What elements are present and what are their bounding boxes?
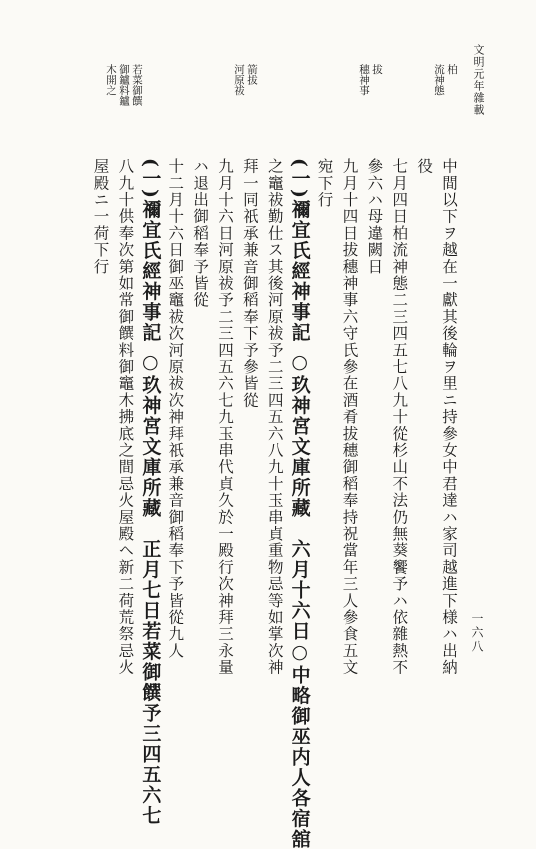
marginal-note-text: 柏 <box>446 64 458 75</box>
text-column: 役 <box>415 158 434 175</box>
marginal-note-2 <box>358 64 383 134</box>
text-column: ハ退出御稻奉予皆從 <box>191 158 210 309</box>
section-heading-column: (一)禰宜氏經神事記 ○玖神宮文庫所藏 六月十六日○中略御巫内人各宿舘 <box>288 158 311 849</box>
section-heading-column: (一)禰宜氏經神事記 ○玖神宮文庫所藏 正月七日若菜御饌予三四五六七 <box>139 158 162 826</box>
text-column: 九月十六日河原祓予二三四五六七九玉串代貞久於一殿行次神拜三永量 <box>215 158 234 676</box>
text-column: 九月十四日拔穗神事六守氏參在酒肴拔穗御稻奉持祝當年三人參食五文 <box>340 158 359 676</box>
running-head: 文明元年雜載 <box>472 44 485 116</box>
marginal-note-text: 河原祓 <box>233 64 245 96</box>
text-column: 中間以下ヲ越在一獻其後輪ヲ里ニ持參女中君達ハ家司越進下様ハ出納 <box>440 158 458 676</box>
text-column: 參六ハ母違闕日 <box>365 158 384 275</box>
marginal-note-text: 穗神事 <box>358 64 370 96</box>
marginal-note-4 <box>105 64 143 134</box>
text-column: 十二月十六日御巫竈祓次河原祓次神拜祇承兼音御稻奉下予皆從九人 <box>166 158 185 659</box>
text-column: 八九十供奉次第如常御饌料御竈木拂底之間忌火屋殿ヘ新二荷荒祭忌火 <box>116 158 135 676</box>
marginal-note-text: 御鑪料鑪 <box>118 64 130 106</box>
text-column: 宛下行 <box>315 158 334 209</box>
marginal-note-3 <box>233 64 258 134</box>
marginal-notes <box>88 64 458 134</box>
marginal-note-1 <box>433 64 458 134</box>
vertical-text-body <box>91 158 458 849</box>
text-column: 七月四日柏流神態二三四五七八九十從杉山不法仍無葵饗予ハ依雜熱不 <box>390 158 409 676</box>
page-number: 一六八 <box>470 612 484 654</box>
marginal-note-text: 若菜御饌 <box>131 64 143 106</box>
text-column: 之竈祓勤仕ス其後河原祓予二三四五六八九十玉串貞重物忌等如掌次神 <box>265 158 284 676</box>
marginal-note-text: 流神態 <box>433 64 445 96</box>
text-column: 屋殿ニ一荷下行 <box>91 158 110 275</box>
marginal-note-text: 木開之 <box>105 64 117 96</box>
marginal-note-text: 箭拔 <box>246 64 258 85</box>
marginal-note-text: 拔 <box>371 64 383 75</box>
text-column: 拜一同祇承兼音御稻奉下予參皆從 <box>240 158 259 409</box>
